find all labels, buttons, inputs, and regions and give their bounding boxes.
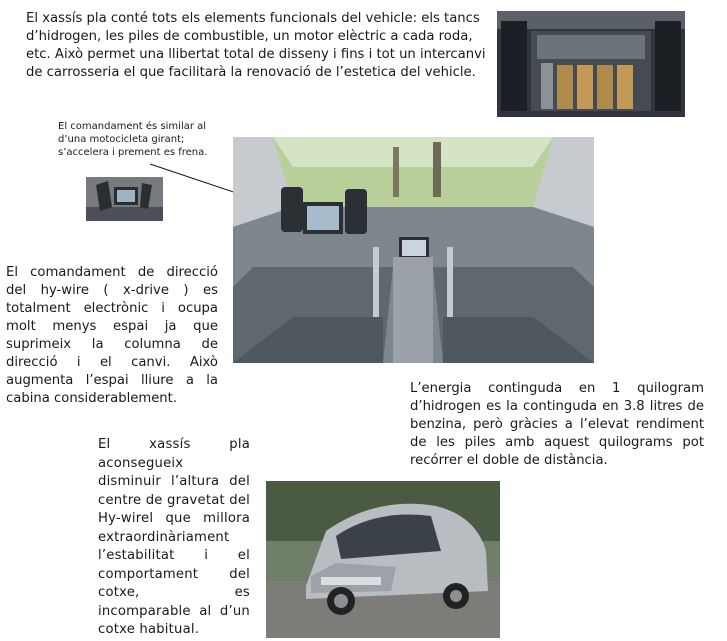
- steering-handle-photo: [86, 177, 163, 221]
- hydrogen-energy-paragraph: L’energia continguda en 1 quilogram d’hidrogen es la continguda en 3.8 litres de benzina, però gràcies a l’elevat rendiment de les piles amb aquest quilograms pot recórrer el doble de distància.: [410, 381, 704, 468]
- handle-callout: El comandament és similar al d’una motocicleta girant; s’accelera i prement es frena.: [58, 121, 208, 158]
- steering-paragraph: El comandament de direcció del hy-wire ( x-drive ) es totalment electrònic i ocupa molt menys espai ja que suprimeix la columna de direcció i el canvi. Això augmenta l’espai lliure a la cabina considerablement.: [6, 265, 218, 406]
- chassis-photo: [497, 11, 685, 117]
- cabin-interior-photo: [233, 137, 594, 363]
- gravity-paragraph: El xassís pla aconsegueix disminuir l’altura del centre de gravetat del Hy-wirel que millora extraordinàriament l’estabilitat i el comportament del cotxe, es incomparable al d’un cotxe habitual.: [98, 437, 250, 637]
- chassis-paragraph: El xassís pla conté tots els elements funcionals del vehicle: els tancs d’hidrogen, les piles de combustible, un motor elèctric a cada roda, etc. Això permet una llibertat total de disseny i fins i tot un intercanvi de carrosseria el que facilitarà la renovació de l’estetica del vehicle.: [26, 11, 486, 80]
- car-exterior-photo: [266, 481, 500, 638]
